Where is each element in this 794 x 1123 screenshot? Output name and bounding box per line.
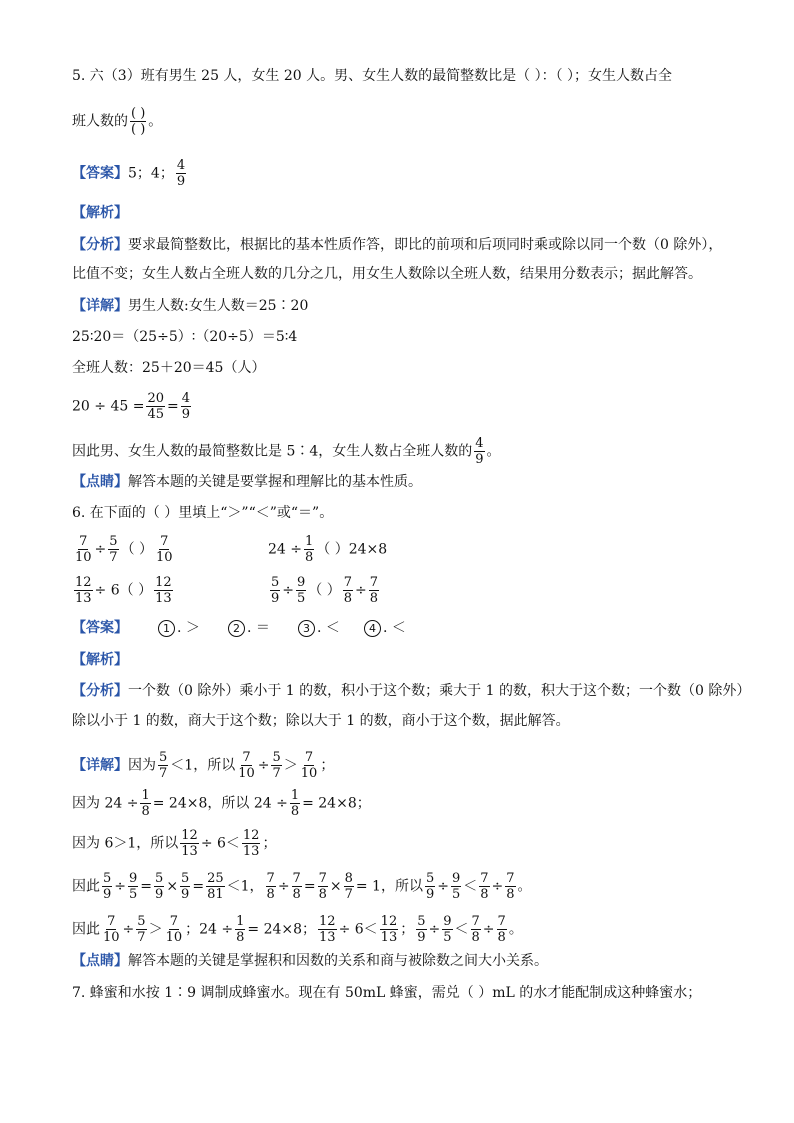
- detail-text: 因此男、女生人数的最简整数比是 5∶4，女生人数占全班人数的: [72, 443, 473, 460]
- numerator: 7: [79, 534, 88, 549]
- operator: ÷: [355, 582, 367, 599]
- analysis-tag: 【解析】: [72, 652, 128, 668]
- numerator: 4: [176, 158, 186, 173]
- operator: ×: [329, 878, 342, 895]
- fraction: [292, 871, 302, 902]
- denominator: 7: [109, 550, 118, 565]
- denominator: 8: [305, 550, 314, 565]
- fraction: [290, 788, 300, 819]
- operator: ＜: [463, 878, 478, 895]
- denominator: 9: [181, 407, 191, 422]
- fraction: [425, 871, 435, 902]
- numerator: 20: [147, 391, 164, 406]
- fraction: [136, 914, 146, 945]
- q6-analysis-heading: [72, 650, 128, 670]
- fraction: [154, 575, 173, 606]
- numerator: 9: [297, 575, 306, 590]
- denominator: 7: [272, 766, 281, 781]
- q6-detail-line1: [72, 750, 334, 781]
- operator: ÷: [282, 582, 295, 599]
- answer-tag: 【答案】: [72, 620, 128, 636]
- fraction: [271, 750, 281, 781]
- denominator: 10: [103, 930, 120, 945]
- denominator: 13: [319, 930, 336, 945]
- fraction: [108, 534, 118, 565]
- numerator: 7: [169, 914, 178, 929]
- circled-number: 3: [298, 620, 315, 637]
- numerator: 8: [344, 871, 353, 886]
- circled-number: 1: [158, 620, 175, 637]
- fraction: [344, 871, 354, 902]
- fraction: [416, 914, 426, 945]
- fenxi-tag: 【分析】: [72, 237, 128, 253]
- fraction: [266, 871, 276, 902]
- numerator: 7: [242, 750, 251, 765]
- numerator: 5: [155, 871, 164, 886]
- numerator: 9: [443, 914, 452, 929]
- q5-stem-line1: 5. 六（3）班有男生 25 人，女生 20 人。男、女生人数的最简整数比是（ ）：（ ）；女生人数占全: [72, 68, 673, 84]
- numerator: 12: [319, 914, 336, 929]
- fraction: [369, 575, 379, 606]
- fraction: [155, 534, 174, 565]
- denominator: 7: [159, 766, 168, 781]
- denominator: 9: [176, 174, 186, 189]
- q6-detail-line5: [72, 914, 523, 945]
- fraction: [206, 871, 225, 902]
- operator: ＜: [454, 921, 469, 938]
- numerator: 5: [272, 750, 281, 765]
- numerator: 7: [369, 575, 379, 590]
- detail-text: ；24 ÷: [185, 921, 234, 938]
- point-text: 解答本题的关键是要掌握和理解比的基本性质。: [128, 474, 422, 490]
- fraction: [343, 575, 353, 606]
- operator: =: [140, 878, 153, 895]
- q6-fenxi-line2: 除以小于 1 的数，商大于这个数；除以大于 1 的数，商小于这个数，据此解答。: [72, 713, 570, 729]
- fraction: [318, 871, 328, 902]
- numerator: 5: [159, 750, 168, 765]
- denominator: 9: [181, 887, 190, 902]
- numerator: 7: [292, 871, 301, 886]
- circled-number: 2: [228, 620, 245, 637]
- q6-item-1: [72, 534, 176, 565]
- detail-text: = 24×8；: [247, 921, 317, 938]
- denominator: 13: [242, 844, 260, 859]
- detail-text: 因为 24 ÷: [72, 795, 139, 812]
- q6-item-3: [72, 575, 175, 606]
- denominator: 7: [344, 887, 353, 902]
- q6-detail-line4: [72, 871, 532, 902]
- blank-numerator[interactable]: ( ): [131, 106, 146, 121]
- numerator: 5: [109, 534, 118, 549]
- q5-point: [72, 472, 422, 492]
- answer-blank[interactable]: （ ）: [120, 541, 154, 558]
- answer-blank[interactable]: （ ）: [308, 582, 341, 599]
- answer-symbol: . ＝: [247, 620, 270, 636]
- operator: ÷ 6＜: [200, 835, 240, 852]
- fraction: [154, 871, 164, 902]
- fraction: [505, 871, 515, 902]
- detail-text: 因此: [72, 878, 100, 895]
- denominator: 8: [480, 887, 489, 902]
- q5-detail-line4: [72, 391, 193, 422]
- q5-fenxi-line2: 比值不变；女生人数占全班人数的几分之几，用女生人数除以全班人数，结果用分数表示；据此解答。: [72, 266, 702, 282]
- denominator: 81: [207, 887, 224, 902]
- detail-end: ；: [262, 835, 277, 852]
- operator: ÷: [277, 878, 290, 895]
- q5-stem-line2: [72, 106, 162, 137]
- denominator: 10: [165, 930, 183, 945]
- denominator: 8: [318, 887, 327, 902]
- answer-blank[interactable]: （ ）: [119, 582, 153, 599]
- fenxi-tag: 【分析】: [72, 683, 128, 699]
- numerator: 7: [266, 871, 275, 886]
- denominator: 9: [425, 887, 435, 902]
- numerator: 1: [290, 788, 300, 803]
- denominator: 13: [380, 930, 398, 945]
- q5-blank-fraction[interactable]: [130, 106, 146, 137]
- denominator: 13: [181, 844, 198, 859]
- numerator: 5: [181, 871, 190, 886]
- q7-stem: 7. 蜂蜜和水按 1∶9 调制成蜂蜜水。现在有 50mL 蜂蜜，需兑（ ）mL 的水才能配制成这种蜂蜜水；: [72, 985, 702, 1001]
- q5-fenxi-line1: [72, 235, 722, 255]
- fraction: [102, 914, 121, 945]
- denominator: 8: [471, 930, 480, 945]
- detail-text: = 24×8，所以 24 ÷: [152, 795, 288, 812]
- analysis-tag: 【解析】: [72, 205, 128, 221]
- detail-tag: 【详解】: [72, 757, 128, 774]
- fraction: [442, 914, 452, 945]
- numerator: 5: [425, 871, 435, 886]
- denominator: 8: [292, 887, 301, 902]
- denominator: 5: [443, 930, 452, 945]
- operator: ＞: [148, 921, 163, 938]
- q5-stem-end: 。: [148, 113, 163, 130]
- denominator: 10: [75, 550, 92, 565]
- fraction: [74, 575, 93, 606]
- circled-number: 4: [364, 620, 381, 637]
- q6-item-2: [268, 534, 387, 565]
- q6-point: [72, 951, 548, 971]
- fraction: [165, 914, 184, 945]
- fraction: [146, 391, 165, 422]
- fraction: [471, 914, 481, 945]
- fraction: [128, 871, 138, 902]
- fraction: [140, 788, 150, 819]
- answer-text: 5；4；: [128, 165, 174, 182]
- denominator: 8: [141, 804, 150, 819]
- point-text: 解答本题的关键是掌握积和因数的关系和商与被除数之间大小关系。: [128, 953, 548, 969]
- numerator: 4: [181, 391, 191, 406]
- numerator: 1: [141, 788, 150, 803]
- denominator: 8: [236, 930, 245, 945]
- numerator: 12: [75, 575, 92, 590]
- denominator: 45: [147, 407, 164, 422]
- q6-detail-line3: [72, 828, 276, 859]
- numerator: 12: [155, 575, 172, 590]
- denominator: 7: [137, 930, 146, 945]
- equals: =: [167, 398, 179, 415]
- operator: ÷ 6: [94, 582, 120, 599]
- numerator: 12: [380, 914, 398, 929]
- detail-end: 。: [508, 921, 523, 938]
- numerator: 7: [497, 914, 506, 929]
- fraction: [296, 575, 306, 606]
- numerator: 5: [103, 871, 112, 886]
- q5-detail-line1: [72, 296, 308, 316]
- detail-text: 因此: [72, 921, 100, 938]
- numerator: 4: [475, 436, 484, 451]
- numerator: 7: [343, 575, 353, 590]
- numerator: 7: [506, 871, 515, 886]
- operator: ÷: [122, 921, 135, 938]
- fraction: [158, 750, 168, 781]
- detail-text: ＜1，所以: [170, 757, 236, 774]
- numerator: 5: [137, 914, 146, 929]
- operator: ÷: [482, 921, 495, 938]
- answer-item-1: [158, 618, 200, 638]
- operator: ÷: [428, 921, 441, 938]
- detail-text: ；: [400, 921, 415, 938]
- operator: =: [192, 878, 205, 895]
- denominator: 9: [155, 887, 164, 902]
- fraction: [235, 914, 245, 945]
- detail-end: ；: [320, 757, 335, 774]
- denominator: 8: [497, 930, 506, 945]
- detail-text: = 1，所以: [355, 878, 423, 895]
- fraction: [180, 871, 190, 902]
- expr-text: 20 ÷ 45 =: [72, 398, 145, 415]
- numerator: 12: [242, 828, 260, 843]
- detail-text: ＜1，: [226, 878, 264, 895]
- fraction: [451, 871, 461, 902]
- detail-text: 因为: [128, 757, 156, 774]
- q6-stem: 6. 在下面的（ ）里填上“＞”“＜”或“＝”。: [72, 505, 334, 521]
- numerator: 7: [107, 914, 116, 929]
- fraction: [102, 871, 112, 902]
- fraction: [300, 750, 319, 781]
- denominator: 10: [238, 766, 255, 781]
- expr-text: 24 ÷: [268, 541, 302, 558]
- answer-item-4: [364, 618, 406, 638]
- numerator: 7: [471, 914, 480, 929]
- fraction: [474, 436, 484, 467]
- denominator: 5: [129, 887, 138, 902]
- denominator: 8: [506, 887, 515, 902]
- operator: =: [303, 878, 316, 895]
- answer-symbol: . ＜: [383, 620, 406, 636]
- q5-detail-line3: 全班人数：25＋20＝45（人）: [72, 360, 266, 376]
- fraction: [318, 914, 337, 945]
- numerator: 7: [318, 871, 327, 886]
- denominator: 13: [155, 591, 172, 606]
- numerator: 7: [480, 871, 489, 886]
- fraction: [237, 750, 256, 781]
- answer-tag: 【答案】: [72, 165, 128, 182]
- denominator: 13: [75, 591, 92, 606]
- q5-answer: [72, 158, 188, 189]
- denominator: 9: [103, 887, 112, 902]
- fraction: [181, 391, 191, 422]
- expr-text: 24×8: [348, 541, 388, 558]
- fraction: [380, 914, 399, 945]
- answer-symbol: . ＜: [317, 620, 340, 636]
- operator: ÷ 6＜: [338, 921, 378, 938]
- q5-analysis-heading: [72, 203, 128, 223]
- operator: ÷: [491, 878, 504, 895]
- numerator: 9: [129, 871, 138, 886]
- answer-item-3: [298, 618, 340, 638]
- fraction: [180, 828, 199, 859]
- answer-symbol: . ＞: [177, 620, 200, 636]
- q6-item-4: [268, 575, 381, 606]
- denominator: 9: [271, 591, 280, 606]
- denominator: 8: [369, 591, 379, 606]
- detail-end: 。: [486, 443, 501, 460]
- denominator: 10: [156, 550, 173, 565]
- fraction: [242, 828, 261, 859]
- denominator: 5: [451, 887, 461, 902]
- fraction: [304, 534, 314, 565]
- answer-item-2: [228, 618, 270, 638]
- blank-denominator[interactable]: ( ): [131, 122, 146, 137]
- operator: ÷: [257, 757, 270, 774]
- point-tag: 【点睛】: [72, 953, 128, 969]
- fraction: [479, 871, 489, 902]
- q5-detail-line2: 25∶20＝（25÷5）∶（20÷5）＝5∶4: [72, 329, 298, 345]
- numerator: 7: [304, 750, 314, 765]
- numerator: 1: [236, 914, 245, 929]
- operator: ＞: [283, 757, 298, 774]
- denominator: 10: [300, 766, 318, 781]
- denominator: 9: [417, 930, 426, 945]
- answer-fraction: [176, 158, 186, 189]
- operator: ÷: [94, 541, 107, 558]
- detail-end: 。: [517, 878, 532, 895]
- detail-text: 男生人数:女生人数＝25∶20: [128, 298, 309, 314]
- operator: ÷: [114, 878, 127, 895]
- denominator: 8: [266, 887, 275, 902]
- denominator: 8: [343, 591, 353, 606]
- detail-end: = 24×8；: [302, 795, 371, 812]
- fraction: [497, 914, 507, 945]
- operator: ÷: [437, 878, 449, 895]
- q6-fenxi-line1: [72, 681, 750, 701]
- fenxi-text: 一个数（0 除外）乘小于 1 的数，积小于这个数；乘大于 1 的数，积大于这个数；一个数（0 除外）: [128, 683, 751, 699]
- fenxi-text: 要求最简整数比，根据比的基本性质作答，即比的前项和后项同时乘或除以同一个数（0 除外），: [128, 237, 723, 253]
- q5-stem-text: 班人数的: [72, 113, 128, 130]
- numerator: 9: [451, 871, 461, 886]
- q6-answer: [72, 618, 472, 638]
- numerator: 25: [207, 871, 224, 886]
- denominator: 8: [290, 804, 300, 819]
- detail-tag: 【详解】: [72, 298, 128, 314]
- numerator: 7: [160, 534, 169, 549]
- point-tag: 【点睛】: [72, 474, 128, 490]
- answer-blank[interactable]: （ ）: [316, 541, 349, 558]
- numerator: 1: [305, 534, 314, 549]
- q5-detail-line5: [72, 436, 501, 467]
- denominator: 9: [475, 452, 484, 467]
- q6-detail-line2: [72, 788, 371, 819]
- detail-text: 因为 6＞1，所以: [72, 835, 179, 852]
- numerator: 12: [181, 828, 198, 843]
- operator: ×: [166, 878, 179, 895]
- denominator: 5: [297, 591, 306, 606]
- numerator: 5: [417, 914, 426, 929]
- numerator: 5: [271, 575, 280, 590]
- fraction: [74, 534, 93, 565]
- fraction: [270, 575, 280, 606]
